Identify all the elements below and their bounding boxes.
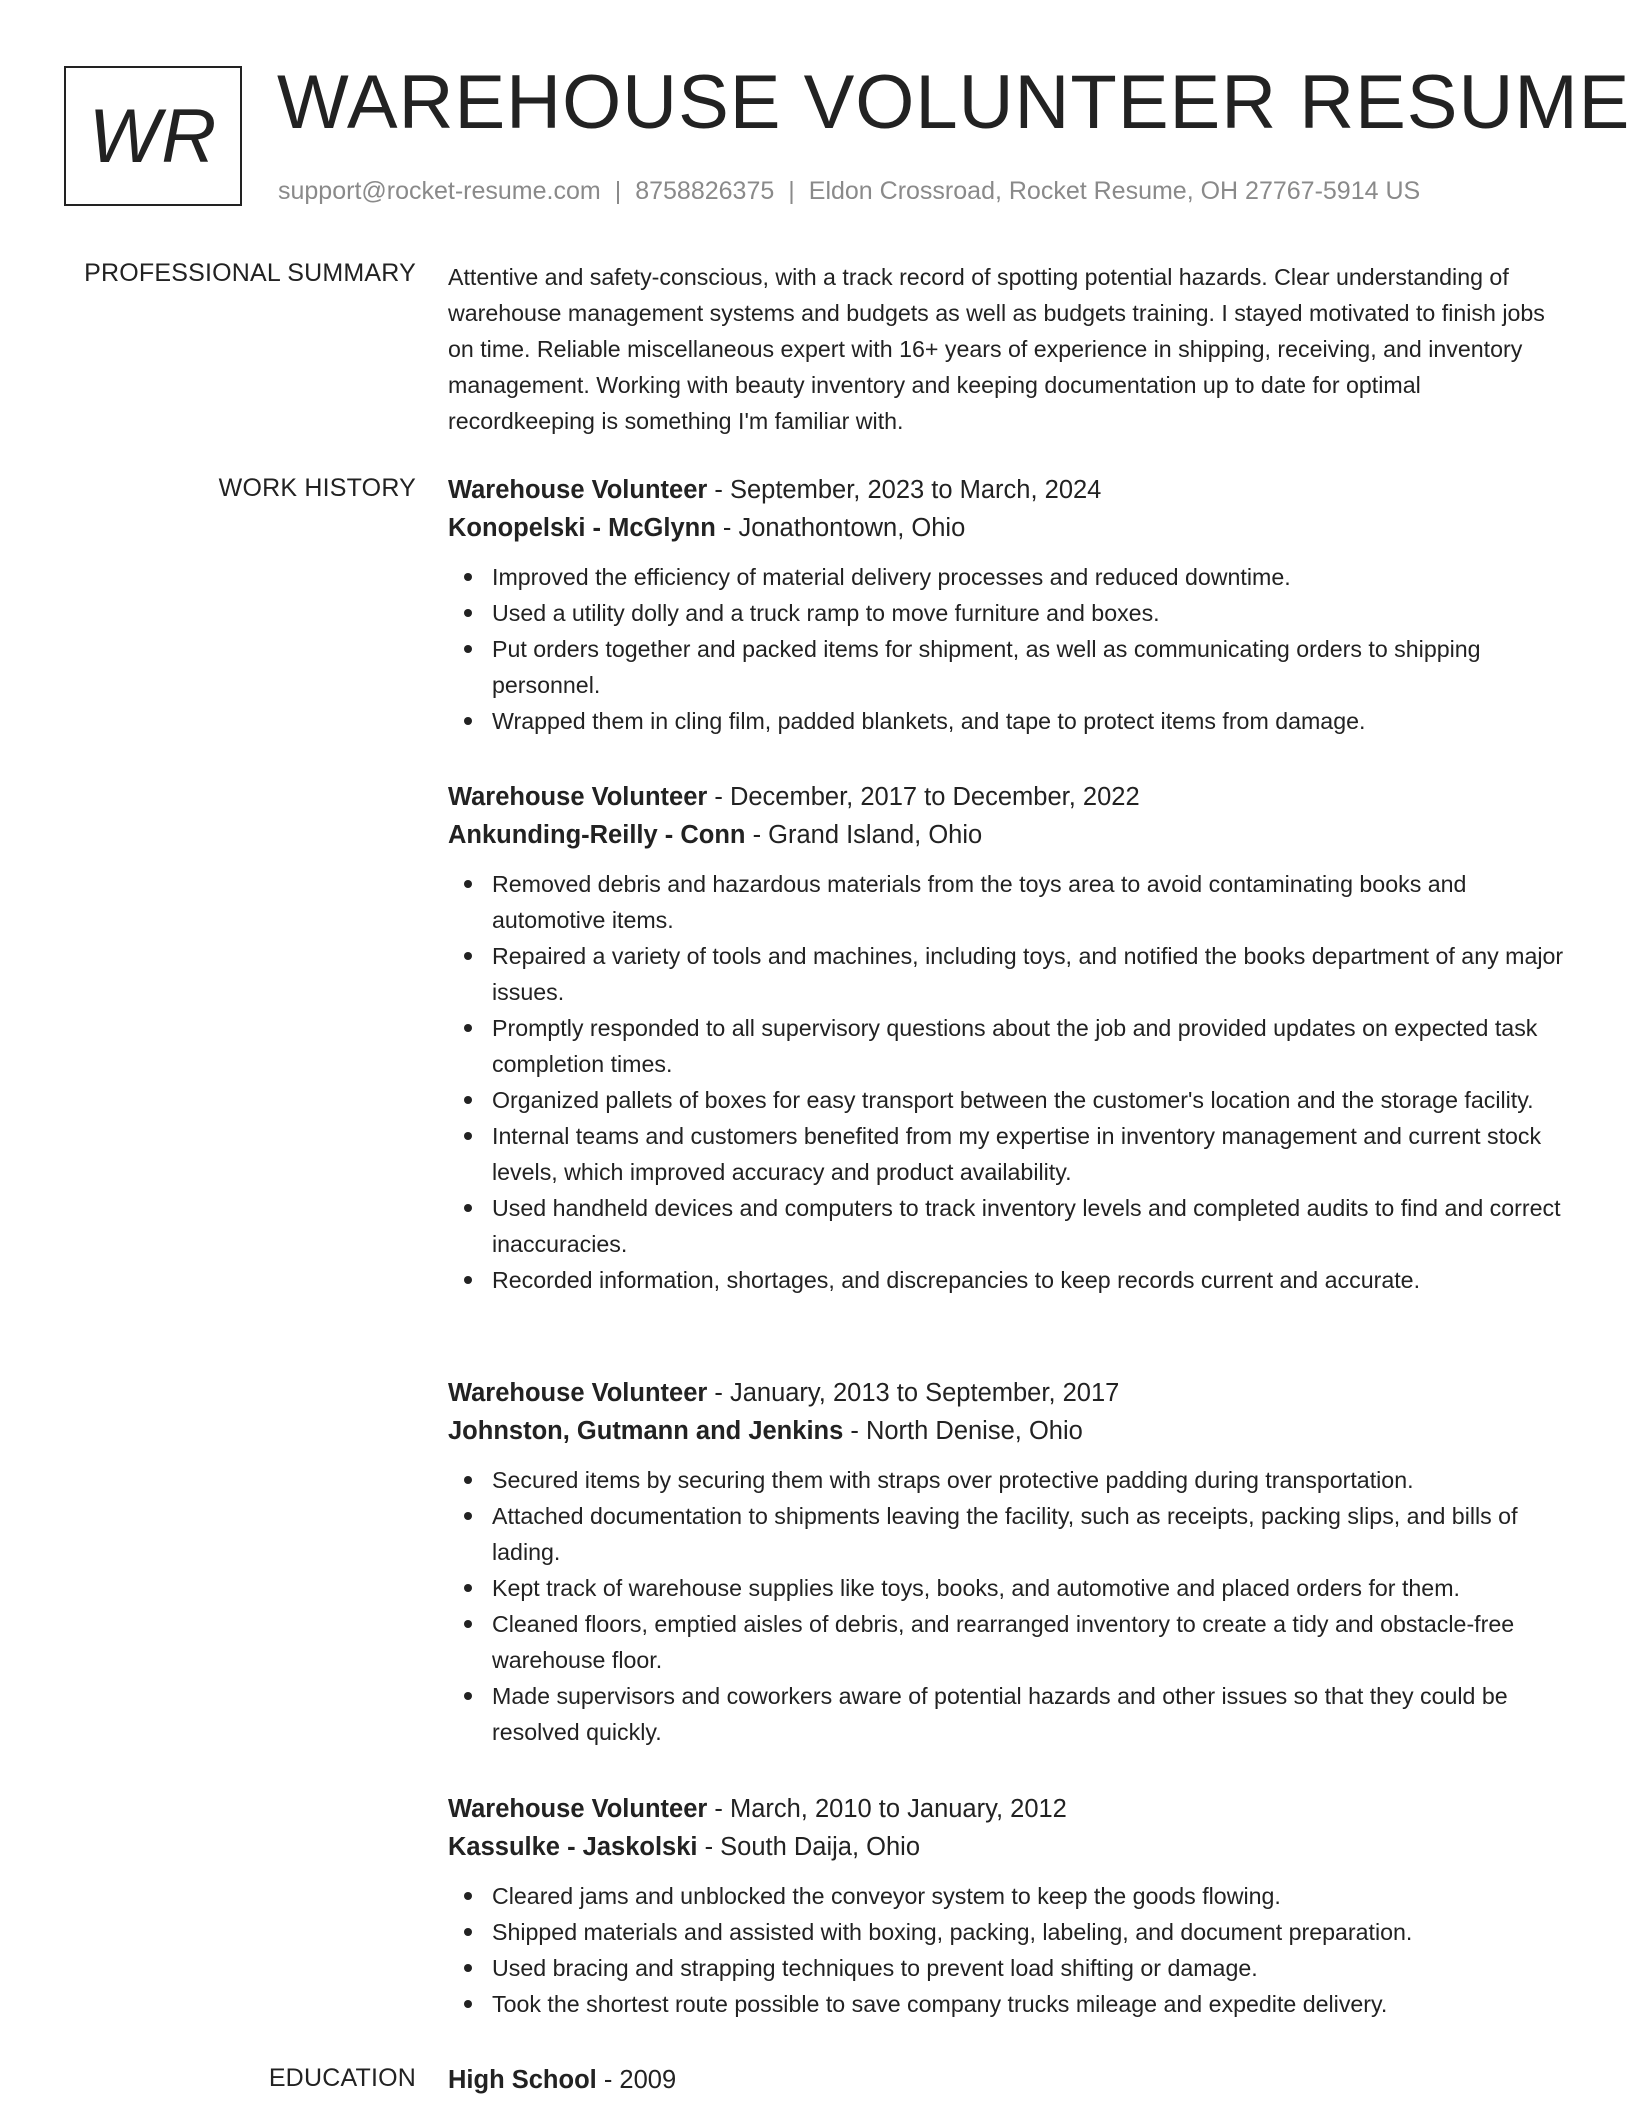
monogram-logo	[64, 66, 242, 206]
education-line	[448, 2061, 1566, 2099]
job-entry	[448, 1790, 1566, 2022]
job-bullet: Promptly responded to all supervisory questions about the job and provided updates on expected task completion times.	[492, 1010, 1566, 1082]
job-company: Johnston, Gutmann and Jenkins	[448, 1417, 844, 1445]
job-bullet: Organized pallets of boxes for easy transport between the customer's location and the storage facility.	[492, 1082, 1566, 1118]
job-bullet: Put orders together and packed items for shipment, as well as communicating orders to shipping personnel.	[492, 631, 1566, 703]
job-dates: - March, 2010 to January, 2012	[707, 1795, 1067, 1823]
contact-line	[278, 174, 1420, 208]
job-title: Warehouse Volunteer	[448, 1379, 708, 1407]
job-bullet: Removed debris and hazardous materials from the toys area to avoid contaminating books and automotive items.	[492, 866, 1566, 938]
contact-address: Eldon Crossroad, Rocket Resume, OH 27767-5914 US	[808, 177, 1421, 205]
job-bullet: Used a utility dolly and a truck ramp to move furniture and boxes.	[492, 595, 1566, 631]
job-bullet: Cleaned floors, emptied aisles of debris, and rearranged inventory to create a tidy and obstacle-free warehouse floor.	[492, 1606, 1566, 1678]
contact-phone: 8758826375	[635, 177, 775, 205]
job-title-line	[448, 471, 1566, 509]
job-title: Warehouse Volunteer	[448, 1795, 708, 1823]
job-bullet: Used bracing and strapping techniques to prevent load shifting or damage.	[492, 1950, 1566, 1986]
job-location: - Jonathontown, Ohio	[715, 514, 966, 542]
job-bullet: Repaired a variety of tools and machines, including toys, and notified the books department of any major issues.	[492, 938, 1566, 1010]
job-bullet: Made supervisors and coworkers aware of potential hazards and other issues so that they could be resolved quickly.	[492, 1678, 1566, 1750]
education-year: - 2009	[596, 2066, 677, 2094]
job-location: - South Daija, Ohio	[697, 1833, 921, 1861]
job-bullet: Used handheld devices and computers to track inventory levels and completed audits to find and correct inaccuracies.	[492, 1190, 1566, 1262]
job-company: Konopelski - McGlynn	[448, 514, 716, 542]
job-bullet: Recorded information, shortages, and discrepancies to keep records current and accurate.	[492, 1262, 1566, 1298]
job-dates: - December, 2017 to December, 2022	[707, 783, 1140, 811]
job-title-line	[448, 1374, 1566, 1412]
job-bullets	[448, 1462, 1566, 1750]
job-bullet: Secured items by securing them with straps over protective padding during transportation.	[492, 1462, 1566, 1498]
job-title: Warehouse Volunteer	[448, 476, 708, 504]
job-location: - Grand Island, Ohio	[745, 821, 983, 849]
job-bullet: Cleared jams and unblocked the conveyor system to keep the goods flowing.	[492, 1878, 1566, 1914]
job-bullets	[448, 559, 1566, 739]
job-company: Kassulke - Jaskolski	[448, 1833, 698, 1861]
job-entry	[448, 1374, 1566, 1750]
contact-separator: |	[614, 177, 622, 205]
section-label-work-history: WORK HISTORY	[218, 474, 416, 502]
summary-text: Attentive and safety-conscious, with a track record of spotting potential hazards. Clear understanding of warehouse management systems and budgets as well as budgets training. I stayed motivated to finish jobs on time. Reliable miscellaneous expert with 16+ years of experience in shipping, receiving, and inventory management. Working with beauty inventory and keeping documentation up to date for optimal recordkeeping is something I'm familiar with.	[448, 264, 1545, 434]
job-dates: - January, 2013 to September, 2017	[707, 1379, 1120, 1407]
job-company-line	[448, 509, 1566, 547]
job-bullet: Improved the efficiency of material delivery processes and reduced downtime.	[492, 559, 1566, 595]
education-degree: High School	[448, 2066, 597, 2094]
job-bullet: Kept track of warehouse supplies like toys, books, and automotive and placed orders for them.	[492, 1570, 1566, 1606]
job-bullet: Attached documentation to shipments leaving the facility, such as receipts, packing slips, and bills of lading.	[492, 1498, 1566, 1570]
contact-email: support@rocket-resume.com	[278, 177, 601, 205]
job-dates: - September, 2023 to March, 2024	[707, 476, 1102, 504]
job-bullets	[448, 866, 1566, 1298]
monogram-initials: WR	[88, 93, 218, 179]
contact-separator: |	[788, 177, 795, 205]
job-title: Warehouse Volunteer	[448, 783, 708, 811]
job-company: Ankunding-Reilly - Conn	[448, 821, 746, 849]
resume-title: WAREHOUSE VOLUNTEER RESUME	[277, 60, 1631, 145]
job-entry	[448, 471, 1566, 739]
section-label-education: EDUCATION	[268, 2064, 416, 2092]
job-title-line	[448, 778, 1566, 816]
job-bullet: Internal teams and customers benefited from my expertise in inventory management and current stock levels, which improved accuracy and product availability.	[492, 1118, 1566, 1190]
job-company-line	[448, 816, 1566, 854]
job-bullets	[448, 1878, 1566, 2022]
job-company-line	[448, 1828, 1566, 1866]
job-entry	[448, 778, 1566, 1298]
job-location: - North Denise, Ohio	[843, 1417, 1083, 1445]
job-bullet: Shipped materials and assisted with boxing, packing, labeling, and document preparation.	[492, 1914, 1566, 1950]
job-bullet: Wrapped them in cling film, padded blankets, and tape to protect items from damage.	[492, 703, 1566, 739]
job-bullet: Took the shortest route possible to save company trucks mileage and expedite delivery.	[492, 1986, 1566, 2022]
job-company-line	[448, 1412, 1566, 1450]
section-label-summary: PROFESSIONAL SUMMARY	[84, 259, 416, 287]
job-title-line	[448, 1790, 1566, 1828]
